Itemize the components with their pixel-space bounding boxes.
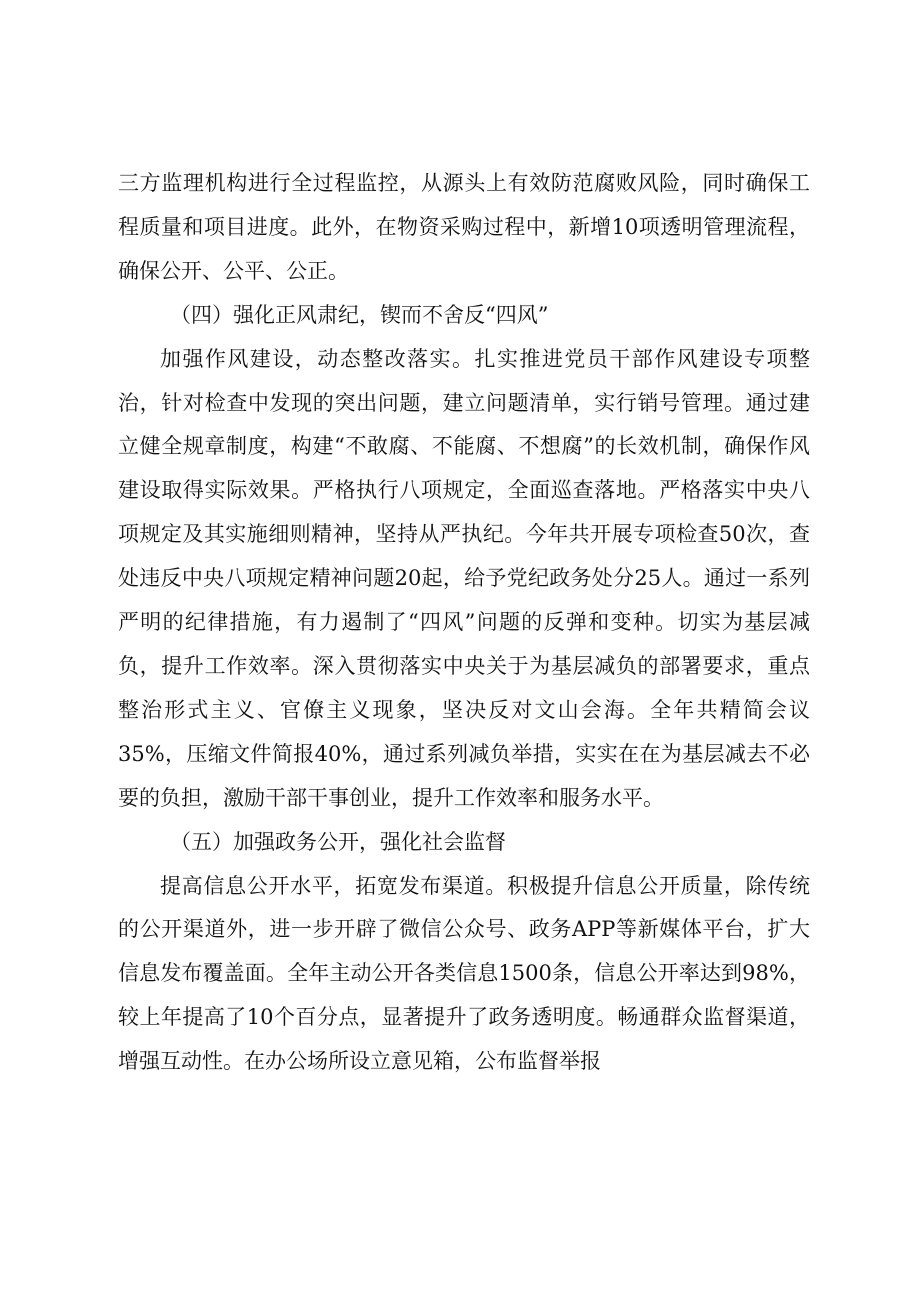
paragraph-information-disclosure: 提高信息公开水平，拓宽发布渠道。积极提升信息公开质量，除传统的公开渠道外，进一步开辟了微信公众号、政务APP等新媒体平台，扩大信息发布覆盖面。全年主动公开各类信息1500条，信息公开率达到98%，较上年提高了10个百分点，显著提升了政务透明度。畅通群众监督渠道，增强互动性。在办公场所设立意见箱，公布监督举报 [118, 873, 810, 1074]
section-heading-five: （五）加强政务公开，强化社会监督 [170, 829, 506, 854]
document-body [118, 162, 810, 1084]
paragraph-style-building: 加强作风建设，动态整改落实。扎实推进党员干部作风建设专项整治，针对检查中发现的突出问题，建立问题清单，实行销号管理。通过建立健全规章制度，构建“不敢腐、不能腐、不想腐”的长效机制，确保作风建设取得实际效果。严格执行八项规定，全面巡查落地。严格落实中央八项规定及其实施细则精神，坚持从严执纪。今年共开展专项检查50次，查处违反中央八项规定精神问题20起，给予党纪政务处分25人。通过一系列严明的纪律措施，有力遏制了“四风”问题的反弹和变种。切实为基层减负，提升工作效率。深入贯彻落实中央关于为基层减负的部署要求，重点整治形式主义、官僚主义现象，坚决反对文山会海。全年共精简会议35%，压缩文件简报40%，通过系列减负举措，实实在在为基层减去不必要的负担，激励干部干事创业，提升工作效率和服务水平。 [118, 346, 810, 810]
section-heading-four: （四）强化正风肃纪，锲而不舍反“四风” [170, 302, 549, 327]
paragraph-continuation: 三方监理机构进行全过程监控，从源头上有效防范腐败风险，同时确保工程质量和项目进度。此外，在物资采购过程中，新增10项透明管理流程，确保公开、公平、公正。 [118, 171, 810, 283]
